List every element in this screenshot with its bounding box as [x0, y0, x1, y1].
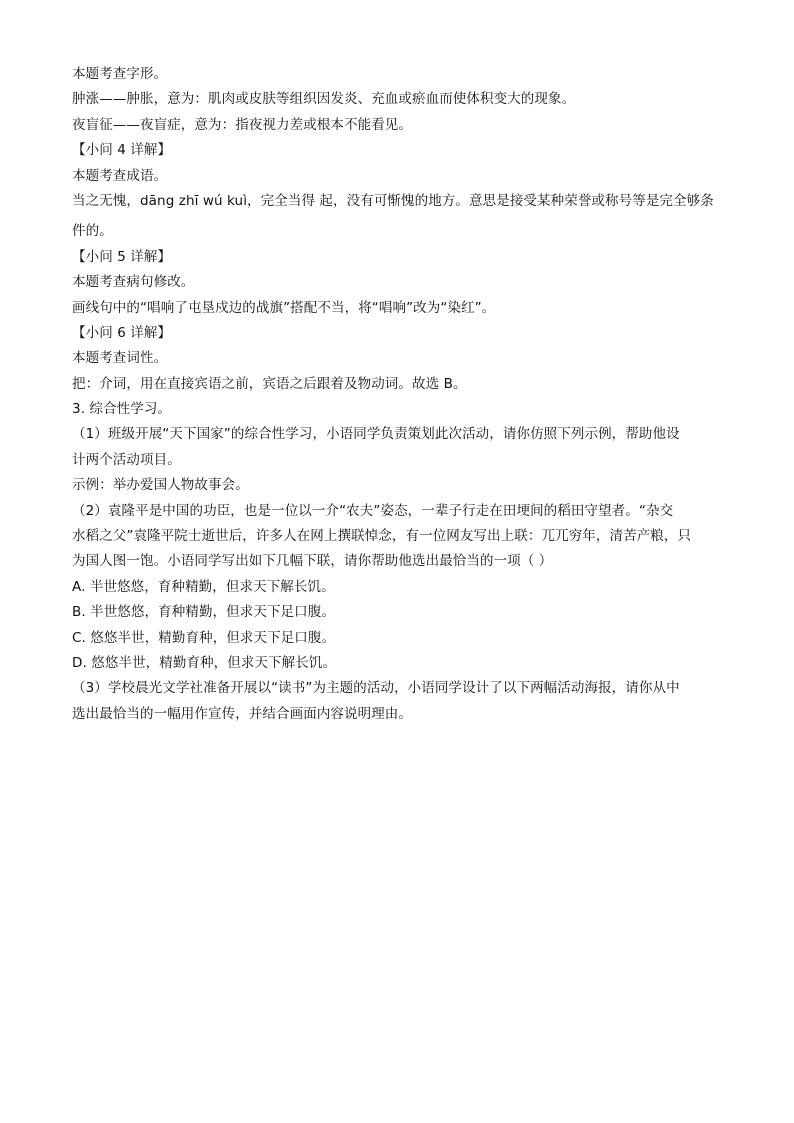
- text-line: 本题考查字形。: [72, 66, 168, 82]
- section-heading: 【小问 6 详解】: [72, 324, 172, 341]
- section-heading: 【小问 5 详解】: [72, 248, 172, 265]
- text-line: 计两个活动项目。: [72, 451, 181, 468]
- text-line: 本题考查词性。: [72, 350, 168, 367]
- question-title: 3. 综合性学习。: [72, 401, 172, 418]
- text-line: （2）袁隆平是中国的功臣，也是一位以一介“农夫”姿态，一辈子行走在田埂间的稻田守望者。“杂交: [72, 502, 674, 519]
- option-b: B. 半世悠悠，育种精勤，但求天下足口腹。: [72, 604, 335, 621]
- text-line: （1）班级开展“天下国家”的综合性学习，小语同学负责策划此次活动，请你仿照下列示例，帮助他设: [72, 426, 680, 443]
- text-line: 件的。: [72, 223, 113, 240]
- text-line: 水稻之父”袁隆平院士逝世后，许多人在网上撰联悼念，有一位网友写出上联：兀兀穷年，清苦产粮，只: [72, 528, 692, 545]
- text-line: 肿涨——肿胀，意为：肌肉或皮肤等组织因发炎、充血或瘀血而使体积变大的现象。: [72, 91, 576, 108]
- text-line: 为国人图一饱。小语同学写出如下几幅下联，请你帮助他选出最恰当的一项（ ）: [72, 553, 553, 570]
- text-line: 示例：举办爱国人物故事会。: [72, 477, 249, 494]
- text-line: 画线句中的“唱响了屯垦戍边的战旗”搭配不当，将“唱响”改为“染红”。: [72, 299, 496, 316]
- option-d: D. 悠悠半世，精勤育种，但求天下解长饥。: [72, 654, 337, 671]
- option-a: A. 半世悠悠，育种精勤，但求天下解长饥。: [72, 578, 335, 595]
- option-c: C. 悠悠半世，精勤育种，但求天下足口腹。: [72, 629, 336, 646]
- text-line: （3）学校晨光文学社准备开展以“读书”为主题的活动，小语同学设计了以下两幅活动海报，请你从中: [72, 680, 680, 697]
- text-line: 夜盲征——夜盲症，意为：指夜视力差或根本不能看见。: [72, 116, 412, 133]
- document-page: [72, 62, 722, 727]
- text-line: 把：介词，用在直接宾语之前，宾语之后跟着及物动词。故选 B。: [72, 375, 467, 392]
- text-line: 当之无愧，dāng zhī wú kuì，完全当得 起，没有可惭愧的地方。意思是接受某种荣誉或称号等是完全够条: [72, 192, 714, 209]
- text-line: 选出最恰当的一幅用作宣传，并结合画面内容说明理由。: [72, 705, 412, 722]
- text-line: 本题考查病句修改。: [72, 274, 195, 291]
- text-line: 本题考查成语。: [72, 167, 168, 184]
- section-heading: 【小问 4 详解】: [72, 142, 172, 159]
